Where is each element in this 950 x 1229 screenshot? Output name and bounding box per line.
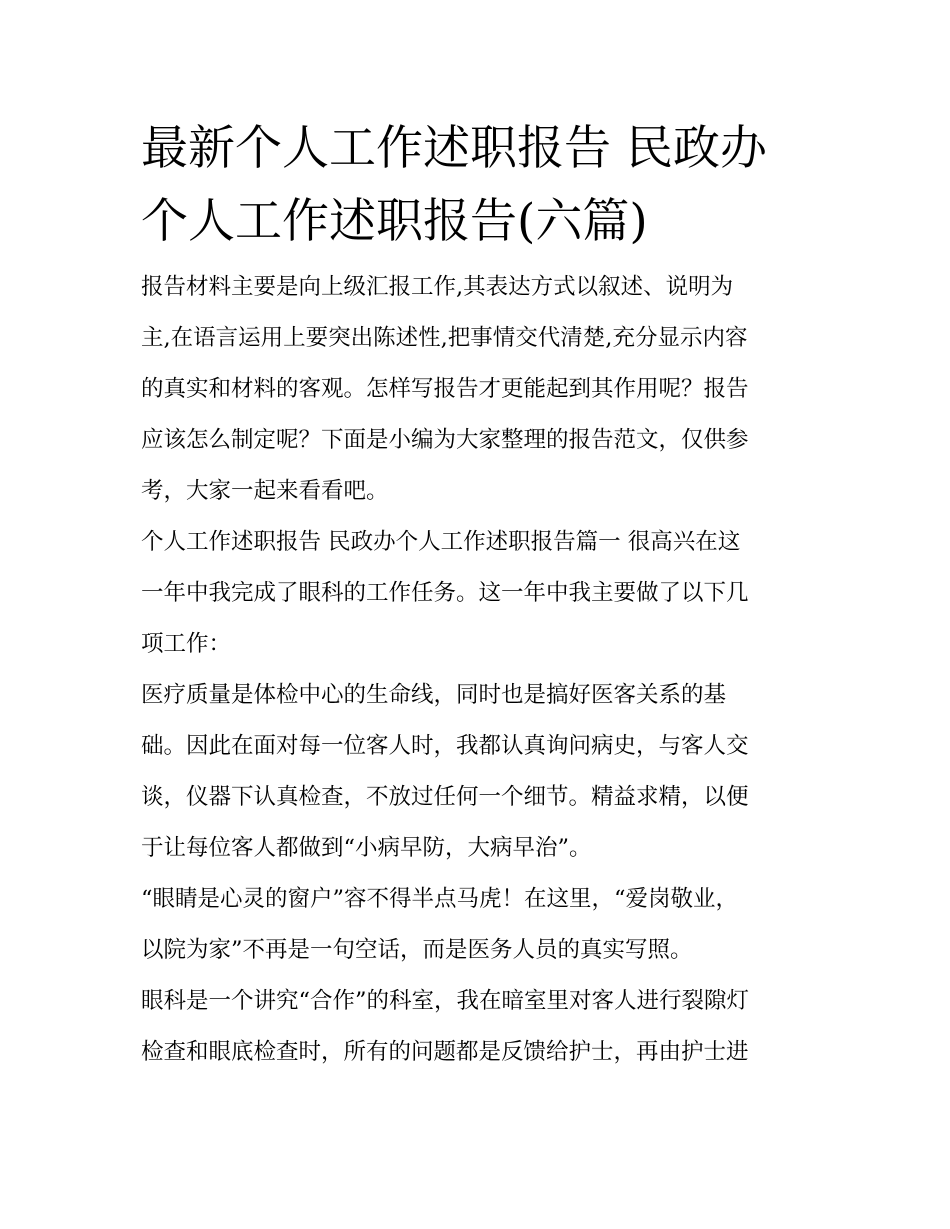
text-line: 于让每位客人都做到“小病早防，大病早治”。 (141, 835, 592, 861)
text-line: 础。因此在面对每一位客人时，我都认真询问病史，与客人交 (141, 733, 749, 759)
text-line: 医疗质量是体检中心的生命线，同时也是搞好医客关系的基 (141, 682, 727, 708)
text-line: 项工作： (141, 631, 232, 657)
title-line-2: 个人工作述职报告(六篇) (141, 194, 648, 249)
text-line: 检查和眼底检查时，所有的问题都是反馈给护士，再由护士进 (141, 1039, 749, 1065)
text-line: 个人工作述职报告 民政办个人工作述职报告篇一 很高兴在这 (141, 529, 741, 555)
document-title (141, 112, 813, 258)
document-body (141, 112, 813, 1078)
text-line: 主,在语言运用上要突出陈述性,把事情交代清楚,充分显示内容 (141, 325, 748, 351)
text-line: “眼睛是心灵的窗户”容不得半点马虎！在这里，“爱岗敬业， (141, 886, 739, 912)
title-line-1: 最新个人工作述职报告 民政办 (141, 121, 767, 176)
text-line: 应该怎么制定呢？下面是小编为大家整理的报告范文，仅供参 (141, 427, 749, 453)
text-line: 报告材料主要是向上级汇报工作,其表达方式以叙述、说明为 (141, 274, 734, 300)
text-line: 眼科是一个讲究“合作”的科室，我在暗室里对客人进行裂隙灯 (141, 988, 750, 1014)
text-line: 考，大家一起来看看吧。 (141, 478, 389, 504)
text-line: 以院为家”不再是一句空话，而是医务人员的真实写照。 (141, 937, 693, 963)
text-line: 谈，仪器下认真检查，不放过任何一个细节。精益求精，以便 (141, 784, 749, 810)
text-line: 的真实和材料的客观。怎样写报告才更能起到其作用呢？报告 (141, 376, 749, 402)
text-line: 一年中我完成了眼科的工作任务。这一年中我主要做了以下几 (141, 580, 749, 606)
